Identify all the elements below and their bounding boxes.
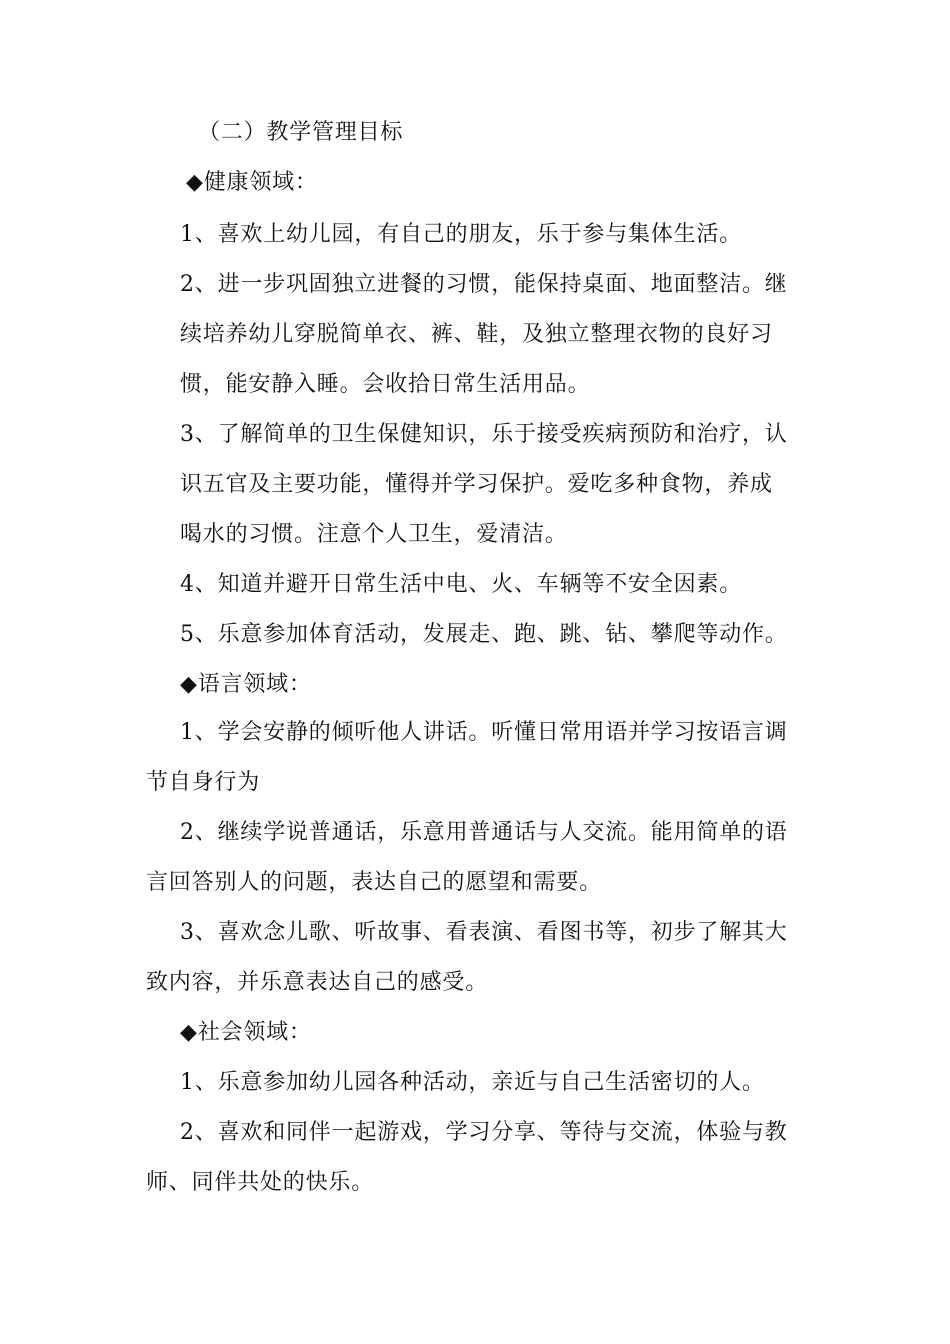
- health-item-1: 1、喜欢上幼儿园，有自己的朋友，乐于参与集体生活。: [180, 222, 742, 247]
- language-item-1-line-2: 节自身行为: [146, 770, 261, 795]
- language-item-2-line-1: 2、继续学说普通话，乐意用普通话与人交流。能用简单的语: [180, 820, 788, 845]
- health-heading: ◆健康领域：: [186, 170, 318, 195]
- language-item-2-line-2: 言回答别人的问题，表达自己的愿望和需要。: [146, 870, 603, 895]
- health-item-3-line-1: 3、了解简单的卫生保健知识，乐于接受疾病预防和治疗，认: [180, 422, 788, 447]
- health-item-2-line-1: 2、进一步巩固独立进餐的习惯，能保持桌面、地面整洁。继: [180, 272, 788, 297]
- language-heading: ◆语言领域：: [180, 672, 312, 697]
- health-item-4: 4、知道并避开日常生活中电、火、车辆等不安全因素。: [180, 572, 742, 597]
- social-item-2-line-1: 2、喜欢和同伴一起游戏，学习分享、等待与交流，体验与教: [180, 1120, 788, 1145]
- language-item-1-line-1: 1、学会安静的倾听他人讲话。听懂日常用语并学习按语言调: [180, 720, 788, 745]
- health-item-2-line-2: 续培养幼儿穿脱简单衣、裤、鞋，及独立整理衣物的良好习: [180, 322, 773, 347]
- language-item-3-line-2: 致内容，并乐意表达自己的感受。: [146, 970, 489, 995]
- social-item-2-line-2: 师、同伴共处的快乐。: [146, 1170, 375, 1195]
- social-heading: ◆社会领域：: [180, 1020, 312, 1045]
- health-item-3-line-2: 识五官及主要功能，懂得并学习保护。爱吃多种食物，养成: [180, 472, 773, 497]
- language-item-3-line-1: 3、喜欢念儿歌、听故事、看表演、看图书等，初步了解其大: [180, 920, 788, 945]
- health-item-5: 5、乐意参加体育活动，发展走、跑、跳、钻、攀爬等动作。: [180, 622, 788, 647]
- section-title: （二）教学管理目标: [198, 120, 404, 145]
- social-item-1: 1、乐意参加幼儿园各种活动，亲近与自己生活密切的人。: [180, 1070, 765, 1095]
- health-item-2-line-3: 惯，能安静入睡。会收拾日常生活用品。: [180, 372, 591, 397]
- health-item-3-line-3: 喝水的习惯。注意个人卫生，爱清洁。: [180, 522, 568, 547]
